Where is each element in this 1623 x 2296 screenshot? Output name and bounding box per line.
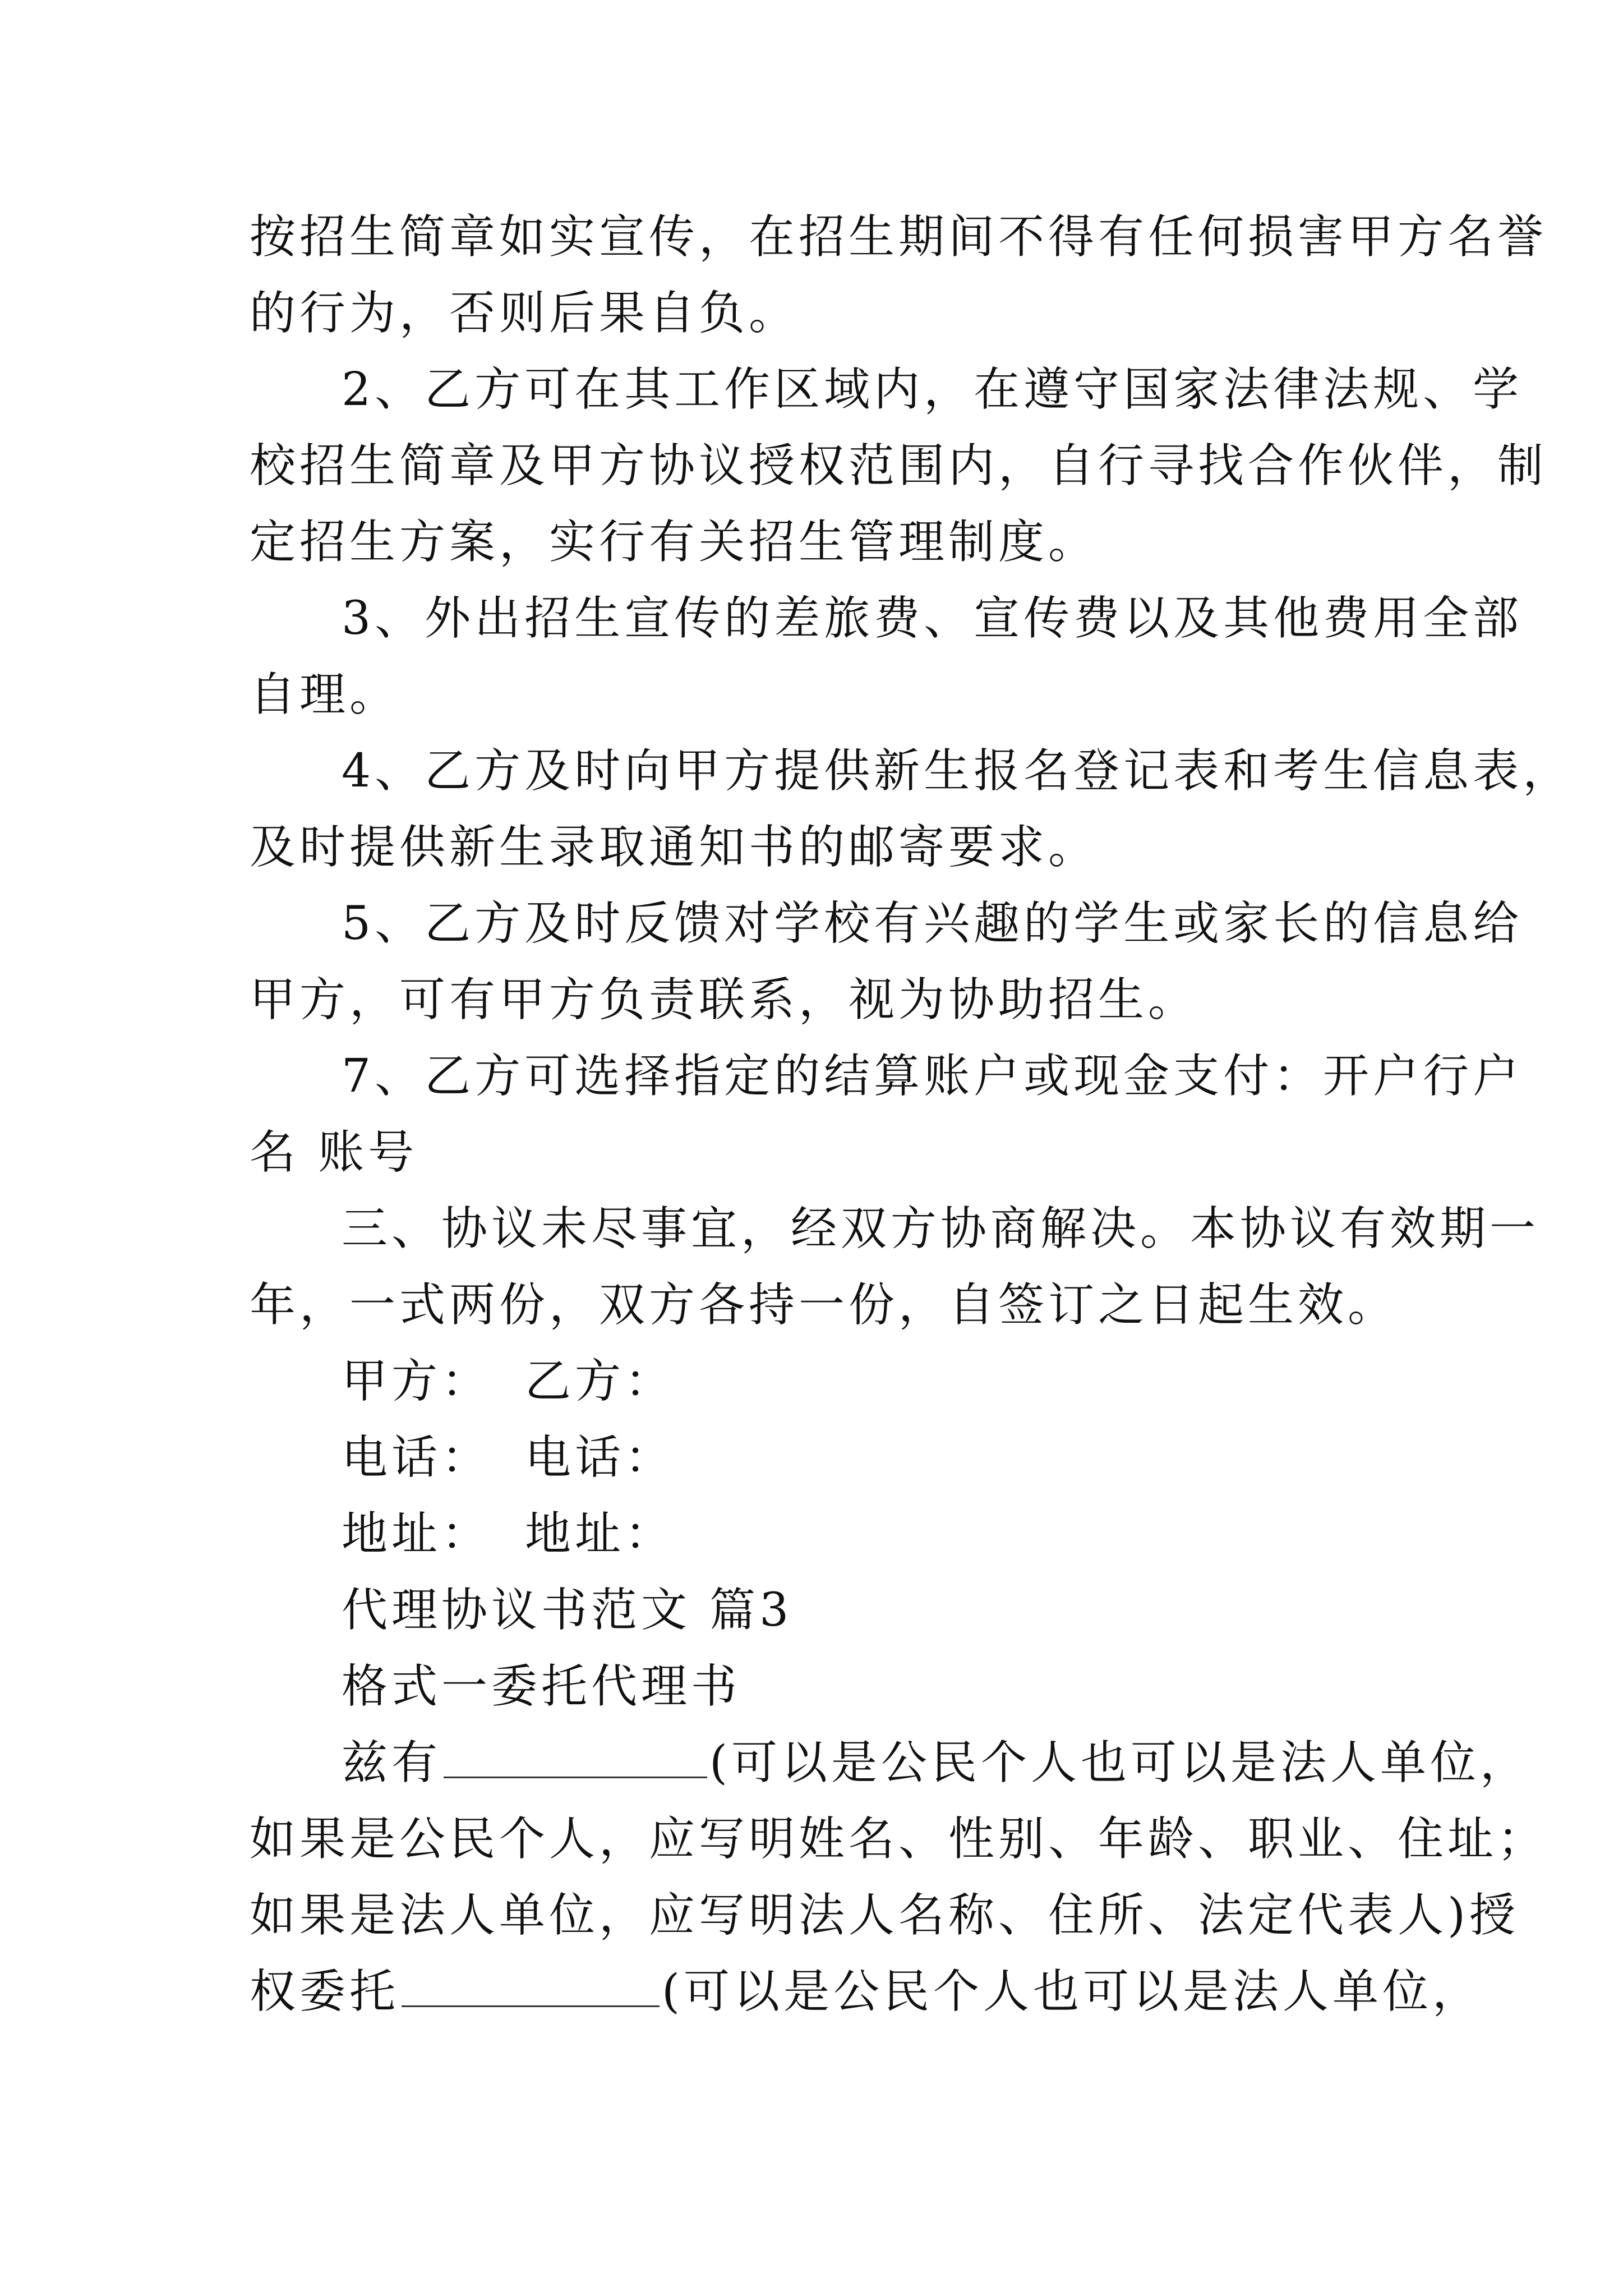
delegation-suffix: (可以是公民个人也可以是法人单位，	[709, 1736, 1530, 1789]
delegation-line: 如果是公民个人，应写明姓名、性别、年龄、职业、住址；	[250, 1812, 1548, 1866]
delegation-line	[250, 1725, 1530, 1801]
paragraph-line: 的行为，否则后果自负。	[250, 287, 799, 340]
document-body	[250, 199, 1573, 2030]
paragraph-line: 5、乙方及时反馈对学校有兴趣的学生或家长的信息给	[342, 897, 1523, 950]
blank-underline	[444, 1741, 707, 1778]
paragraph-line: 名 账号	[250, 1126, 418, 1179]
party-b-label: 乙方：	[525, 1355, 675, 1408]
delegation-line	[250, 1954, 1483, 2030]
delegation-prefix: 权委托	[250, 1965, 400, 2018]
paragraph-line: 校招生简章及甲方协议授权范围内，自行寻找合作伙伴，制	[250, 439, 1548, 493]
paragraph-line: 自理。	[250, 668, 400, 721]
phone-b-label: 电话：	[525, 1431, 675, 1484]
section-title: 代理协议书范文 篇3	[342, 1584, 793, 1637]
delegation-line: 如果是法人单位，应写明法人名称、住所、法定代表人)授	[250, 1889, 1519, 1942]
paragraph-line: 定招生方案，实行有关招生管理制度。	[250, 516, 1099, 569]
delegation-prefix: 兹有	[342, 1736, 442, 1789]
paragraph-line: 三、协议未尽事宜，经双方协商解决。本协议有效期一	[342, 1202, 1540, 1255]
paragraph-line: 及时提供新生录取通知书的邮寄要求。	[250, 821, 1099, 874]
party-name-row	[250, 1343, 1394, 1420]
paragraph-line: 7、乙方可选择指定的结算账户或现金支付：开户行户	[342, 1050, 1523, 1103]
delegation-suffix: (可以是公民个人也可以是法人单位，	[662, 1965, 1483, 2018]
party-address-row	[250, 1496, 1394, 1572]
paragraph-line: 2、乙方可在其工作区域内，在遵守国家法律法规、学	[342, 363, 1523, 416]
paragraph-line: 4、乙方及时向甲方提供新生报名登记表和考生信息表，	[342, 744, 1573, 798]
paragraph-line: 年，一式两份，双方各持一份，自签订之日起生效。	[250, 1278, 1398, 1332]
paragraph-line: 按招生简章如实宣传，在招生期间不得有任何损害甲方名誉	[250, 210, 1548, 264]
format-title: 格式一委托代理书	[342, 1660, 741, 1713]
address-b-label: 地址：	[525, 1507, 675, 1561]
phone-a-label: 电话：	[342, 1431, 492, 1484]
address-a-label: 地址：	[342, 1507, 492, 1561]
paragraph-line: 甲方，可有甲方负责联系，视为协助招生。	[250, 973, 1198, 1027]
blank-underline	[402, 1970, 660, 2007]
party-phone-row	[250, 1420, 1394, 1496]
party-a-label: 甲方：	[342, 1355, 492, 1408]
paragraph-line: 3、外出招生宣传的差旅费、宣传费以及其他费用全部	[342, 592, 1523, 645]
